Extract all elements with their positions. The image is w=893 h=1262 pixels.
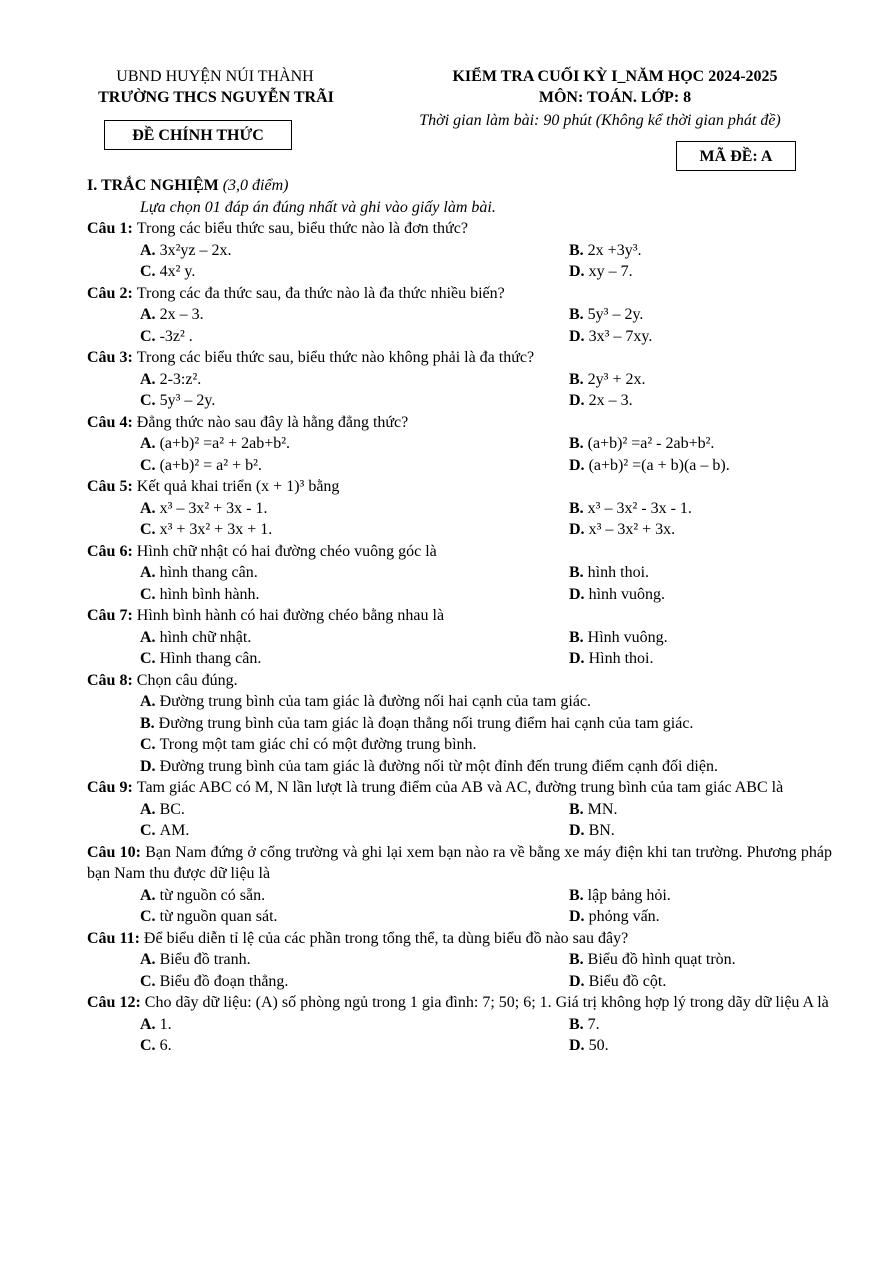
option-letter: C. [140,1037,160,1054]
exam-title: KIỂM TRA CUỐI KỲ I_NĂM HỌC 2024-2025 [452,68,778,85]
option-a [140,240,569,262]
question-label: Câu 9: [87,779,137,796]
option-letter: A. [140,693,160,710]
option-letter: C. [140,263,160,280]
option-a [140,627,569,649]
option-text: x³ – 3x² - 3x - 1. [587,499,692,517]
question-label: Câu 4: [87,413,137,431]
option-text: hình thang cân. [159,564,258,581]
option-text: (a+b)² =a² - 2ab+b². [587,435,715,452]
question-stem: Tam giác ABC có M, N lần lượt là trung điểm của AB và AC, đường trung bình của tam giác ABC là [136,779,784,796]
option-letter: C. [140,972,160,990]
option-d [569,326,829,348]
option-letter: A. [140,435,160,452]
option-letter: B. [569,370,588,388]
option-text: (a+b)² = a² + b². [159,456,262,474]
option-letter: D. [569,908,589,925]
option-grid [87,304,832,347]
organization-name: UBND HUYỆN NÚI THÀNH [116,68,314,85]
option-text: 7. [587,1015,600,1033]
option-a [140,433,569,455]
option-text: (a+b)² =a² + 2ab+b². [159,435,291,452]
option-letter: D. [569,456,589,474]
option-text: -3z² . [159,327,193,345]
option-letter: C. [140,908,160,925]
option-d [87,756,832,778]
option-d [569,261,829,283]
option-letter: D. [569,327,589,345]
option-c [140,906,569,928]
option-text: hình chữ nhật. [159,628,252,646]
option-letter: D. [140,757,160,775]
question-block [87,218,832,283]
option-text: Trong một tam giác chỉ có một đường trung bình. [159,736,477,753]
option-letter: B. [569,628,588,646]
question-text [87,842,832,885]
option-letter: D. [569,822,589,839]
option-letter: B. [569,886,588,904]
option-letter: D. [569,650,589,667]
question-text [87,605,832,627]
option-letter: D. [569,263,589,280]
section-title [87,175,832,197]
option-a [87,691,832,713]
option-letter: B. [569,241,588,259]
question-label: Câu 10: [87,843,146,861]
option-text: 5y³ – 2y. [587,306,644,323]
option-b [569,369,829,391]
option-letter: C. [140,392,160,409]
question-stem: Trong các đa thức sau, đa thức nào là đa thức nhiều biến? [136,284,505,302]
option-grid [87,1014,832,1057]
option-a [140,885,569,907]
option-letter: C. [140,327,160,345]
option-grid [87,627,832,670]
question-block [87,928,832,993]
option-d [569,390,829,412]
option-text: 1. [159,1015,172,1033]
option-a [140,498,569,520]
question-text [87,777,832,799]
question-text [87,541,832,563]
option-text: lập bảng hỏi. [587,886,671,904]
question-label: Câu 12: [87,994,145,1011]
option-text: Biểu đồ đoạn thẳng. [159,972,289,990]
option-c [140,584,569,606]
option-a [140,304,569,326]
option-b [569,1014,829,1036]
question-label: Câu 11: [87,929,144,947]
subject-line: MÔN: TOÁN. LỚP: 8 [538,89,692,106]
option-text: Đường trung bình của tam giác là đường nối từ một đỉnh đến trung điểm cạnh đối diện. [159,757,718,775]
option-d [569,519,829,541]
question-block [87,670,832,778]
official-exam-box: ĐỀ CHÍNH THỨC [104,120,292,150]
question-block [87,283,832,348]
question-block [87,777,832,842]
option-letter: A. [140,241,160,259]
option-letter: A. [140,628,160,646]
option-text: 5y³ – 2y. [159,392,216,409]
option-b [569,627,829,649]
option-grid [87,949,832,992]
option-b [569,799,829,821]
option-letter: A. [140,951,160,968]
question-text [87,992,832,1014]
option-a [140,799,569,821]
question-text [87,283,832,305]
option-letter: B. [569,306,588,323]
option-text: BN. [588,822,615,839]
option-text: Biểu đồ cột. [588,972,667,990]
option-letter: B. [569,800,588,818]
question-stem: Bạn Nam đứng ở cổng trường và ghi lại xem bạn nào ra về bằng xe máy điện khi tan trường. Phương pháp bạn Nam thu được dữ liệu là [87,843,832,882]
option-text: Đường trung bình của tam giác là đoạn thẳng nối trung điểm hai cạnh của tam giác. [158,714,694,732]
option-text: 2-3:z². [159,370,202,388]
option-text: Hình thoi. [588,650,654,667]
option-letter: A. [140,370,160,388]
question-stem: Trong các biểu thức sau, biểu thức nào không phải là đa thức? [136,349,535,366]
option-text: 50. [588,1037,609,1054]
option-letter: D. [569,585,589,603]
option-c [140,261,569,283]
option-letter: A. [140,886,160,904]
option-letter: A. [140,1015,160,1033]
question-label: Câu 5: [87,478,137,495]
question-text [87,476,832,498]
question-block [87,412,832,477]
question-stem: Hình bình hành có hai đường chéo bằng nhau là [136,607,445,624]
option-text: phỏng vấn. [588,908,660,925]
option-c [140,519,569,541]
option-text: BC. [159,800,185,818]
option-text: 2y³ + 2x. [587,370,646,388]
option-a [140,1014,569,1036]
question-stem: Chọn câu đúng. [136,671,238,689]
option-text: xy – 7. [588,263,633,280]
section-heading: I. TRẮC NGHIỆM [87,177,219,194]
option-letter: A. [140,306,160,323]
option-d [569,820,829,842]
option-letter: A. [140,564,160,581]
option-text: MN. [587,800,618,818]
option-text: hình vuông. [588,585,666,603]
option-letter: B. [569,951,588,968]
option-text: x³ – 3x² + 3x - 1. [159,499,268,517]
option-grid [87,799,832,842]
option-b [87,713,832,735]
option-b [569,949,829,971]
option-text: Hình thang cân. [159,650,262,667]
question-text [87,347,832,369]
option-letter: C. [140,456,160,474]
question-stem: Hình chữ nhật có hai đường chéo vuông góc là [136,542,437,560]
option-text: từ nguồn quan sát. [159,908,278,925]
option-text: (a+b)² =(a + b)(a – b). [588,456,730,474]
option-grid [87,240,832,283]
option-c [140,971,569,993]
option-letter: A. [140,800,160,818]
option-text: 2x – 3. [588,392,633,409]
question-stem: Kết quả khai triển (x + 1)³ bằng [136,478,340,495]
exam-header [0,0,893,165]
option-d [569,584,829,606]
option-text: 6. [159,1037,172,1054]
option-b [569,433,829,455]
option-a [140,949,569,971]
option-text: 2x – 3. [159,306,204,323]
option-c [140,390,569,412]
option-grid [87,885,832,928]
question-label: Câu 2: [87,284,137,302]
option-text: 3x²yz – 2x. [159,241,232,259]
school-name: TRƯỜNG THCS NGUYỄN TRÃI [98,89,334,106]
option-text: hình bình hành. [159,585,260,603]
option-b [569,240,829,262]
exam-content [87,175,832,1057]
option-letter: C. [140,736,160,753]
option-d [569,1035,829,1057]
question-block [87,476,832,541]
question-block [87,605,832,670]
question-block [87,347,832,412]
option-grid [87,433,832,476]
option-text: x³ – 3x² + 3x. [588,521,676,538]
option-letter: C. [140,521,160,538]
option-c [87,734,832,756]
question-stem: Cho dãy dữ liệu: (A) số phòng ngủ trong 1 gia đình: 7; 50; 6; 1. Giá trị không hợp lý trong dãy dữ liệu A là [144,994,829,1011]
option-letter: A. [140,499,160,517]
question-text [87,928,832,950]
option-c [140,648,569,670]
section-instruction: Lựa chọn 01 đáp án đúng nhất và ghi vào giấy làm bài. [140,198,496,216]
question-stem: Trong các biểu thức sau, biểu thức nào là đơn thức? [136,220,468,237]
question-text [87,218,832,240]
question-text [87,670,832,692]
option-letter: B. [569,1015,588,1033]
option-letter: C. [140,822,160,839]
option-grid [87,369,832,412]
option-letter: B. [569,499,588,517]
option-text: AM. [159,822,190,839]
question-text [87,412,832,434]
option-letter: B. [140,714,159,732]
option-b [569,498,829,520]
option-grid [87,562,832,605]
question-block [87,842,832,928]
option-text: Đường trung bình của tam giác là đường nối hai cạnh của tam giác. [159,693,592,710]
option-text: Biểu đồ tranh. [159,951,251,968]
option-c [140,820,569,842]
option-text: x³ + 3x² + 3x + 1. [159,521,273,538]
question-list [87,218,832,1057]
question-label: Câu 7: [87,607,137,624]
question-label: Câu 3: [87,349,137,366]
option-letter: C. [140,650,160,667]
option-c [140,326,569,348]
option-text: hình thoi. [587,564,650,581]
option-text: 4x² y. [159,263,196,280]
question-label: Câu 6: [87,542,137,560]
option-text: từ nguồn có sẵn. [159,886,266,904]
exam-code-box: MÃ ĐỀ: A [676,141,796,171]
option-a [140,369,569,391]
question-stem: Để biểu diễn tỉ lệ của các phần trong tổng thể, ta dùng biểu đồ nào sau đây? [143,929,629,947]
option-d [569,455,829,477]
option-letter: B. [569,564,588,581]
option-b [569,304,829,326]
option-a [140,562,569,584]
question-label: Câu 1: [87,220,137,237]
section-points: (3,0 điểm) [222,177,289,194]
option-grid [87,498,832,541]
option-b [569,562,829,584]
question-block [87,992,832,1057]
option-letter: D. [569,392,589,409]
option-b [569,885,829,907]
option-letter: C. [140,585,160,603]
option-c [140,1035,569,1057]
option-d [569,906,829,928]
option-letter: D. [569,972,589,990]
option-d [569,971,829,993]
option-d [569,648,829,670]
option-letter: B. [569,435,588,452]
option-c [140,455,569,477]
question-block [87,541,832,606]
question-stem: Đẳng thức nào sau đây là hằng đẳng thức? [136,413,409,431]
question-label: Câu 8: [87,671,137,689]
option-text: Hình vuông. [587,628,668,646]
option-letter: D. [569,521,589,538]
time-note: Thời gian làm bài: 90 phút (Không kể thời gian phát đề) [419,112,781,129]
option-text: 3x³ – 7xy. [588,327,653,345]
option-letter: D. [569,1037,589,1054]
option-text: Biểu đồ hình quạt tròn. [587,951,736,968]
option-text: 2x +3y³. [587,241,642,259]
